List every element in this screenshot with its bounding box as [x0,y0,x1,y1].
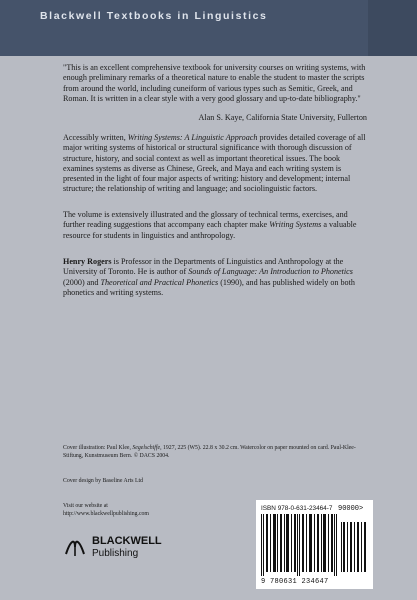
author-book1: Sounds of Language: An Introduction to Phonetics [188,267,353,277]
author-bio-part3: (1990), and has published widely on both phonetics and writing systems. [63,277,355,297]
cover-illustration-credit [63,444,367,460]
review-quote [63,63,367,104]
quote-text: "This is an excellent comprehensive textbook for university courses on writing systems, with enough preliminary remarks of a theoretical nature to enable the student to master the scripts from around the world, including cuneiform of various types such as Semitic, Greek, and Roman. It is written in a clear style with a very good glossary and up-to-date bibliography." [63,63,366,103]
illustration-lead: Cover illustration: Paul Klee, [63,445,131,451]
publisher-sub: Publishing [92,548,139,559]
illustration-rest: , 1927, 225 (W5). 22.8 x 30.2 cm. Watercolor on paper mounted on card. Paul-Klee-Stiftung, Kunstmuseum Bern. © DACS 2004. [63,445,356,459]
illustration-work: Segelschiffe [132,445,161,451]
features-lead: The volume is extensively illustrated and the glossary of technical terms, exercises, and further reading suggestions that accompany each chapter make [63,210,348,230]
author-bio-part2: (2000) and [63,277,99,287]
description-lead: Accessibly written, [63,133,126,142]
quote-attribution [63,113,367,123]
author-bio-part1: is Professor in the Departments of Linguistics and Anthropology at the University of Toronto. He is author of [63,257,344,277]
barcode-bars [261,514,368,576]
barcode-panel [256,500,373,589]
description-rest: provides detailed coverage of all major writing systems of historical or structural significance with thorough discussion of structure, history, and social context as well as important theoretical issues. The book examines systems as diverse as Chinese, Greek, and Maya and each writing system is presented in the light of four major aspects of writing: history and development; internal structure; the relationship of writing and language; and sociolinguistic factors. [63,133,366,194]
publisher-logo [63,534,163,562]
series-title: Blackwell Textbooks in Linguistics [40,10,268,22]
cover-design-credit: Cover design by Baseline Arts Ltd [63,478,144,484]
website-label: Visit our website at [63,503,108,509]
quote-affiliation: California State University, Fullerton [246,113,367,122]
price-addon: 90000> [338,505,364,513]
features-title: Writing Systems [269,220,322,230]
publisher-name: BLACKWELL [92,535,162,547]
author-name: Henry Rogers [63,257,112,266]
features-paragraph [63,210,367,241]
isbn-text: ISBN 978-0-631-23464-7 [261,505,333,512]
author-book2: Theoretical and Practical Phonetics [100,277,219,287]
series-band [0,0,368,56]
website-url[interactable]: http://www.blackwellpublishing.com [63,511,149,517]
quote-author: Alan S. Kaye, [198,113,245,122]
ean-number: 9 780631 234647 [261,578,329,586]
author-bio [63,257,367,298]
description-paragraph [63,133,367,195]
publisher-logo-icon [63,535,87,559]
description-book-title: Writing Systems: A Linguistic Approach [127,133,258,142]
features-rest: a valuable resource for students in linguistics and anthropology. [63,220,357,240]
